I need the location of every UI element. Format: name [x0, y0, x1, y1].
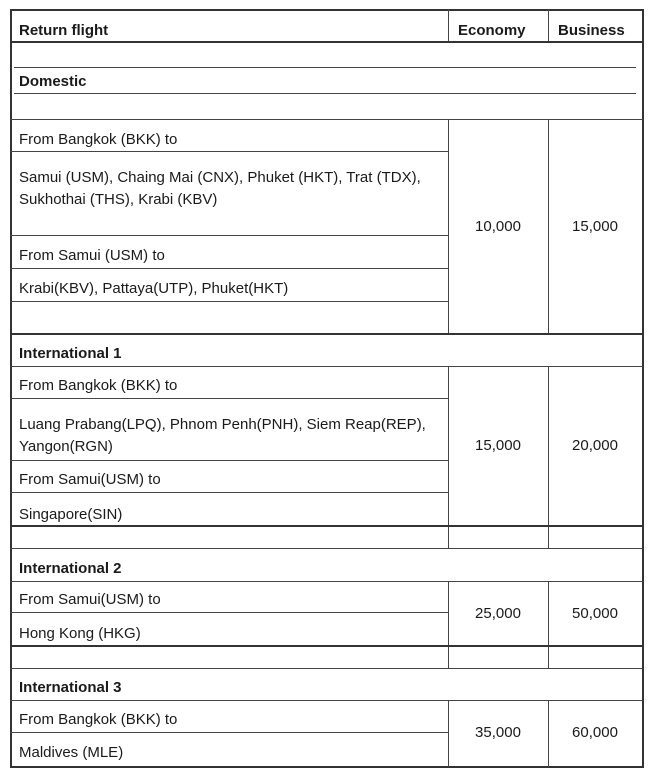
award-chart-table: [10, 9, 644, 768]
international1-route2-to: Singapore(SIN): [19, 506, 123, 523]
international1-title: International 1: [19, 345, 122, 362]
row-divider: [10, 492, 448, 493]
international3-route1-from: From Bangkok (BKK) to: [19, 711, 178, 728]
header-route-label: Return flight: [19, 22, 109, 39]
international2-spacer-bottom: [10, 668, 644, 669]
international1-route1-from: From Bangkok (BKK) to: [19, 377, 178, 394]
international2-title: International 2: [19, 560, 122, 577]
international1-route2-from: From Samui(USM) to: [19, 471, 161, 488]
domestic-title-top-rule: [14, 67, 636, 68]
international1-block-bottom: [10, 525, 644, 527]
international3-business-miles: 60,000: [572, 724, 618, 741]
international3-route1-to: Maldives (MLE): [19, 744, 124, 761]
row-divider: [10, 398, 448, 399]
row-divider: [10, 151, 448, 152]
international2-business-miles: 50,000: [572, 605, 618, 622]
header-bottom-rule: [10, 41, 644, 43]
domestic-economy-miles: 10,000: [475, 218, 521, 235]
international2-route1-from: From Samui(USM) to: [19, 591, 161, 608]
row-divider: [10, 301, 448, 302]
row-divider: [10, 612, 448, 613]
table-border-right: [642, 9, 644, 768]
row-divider: [10, 732, 448, 733]
domestic-block-bottom: [10, 333, 644, 335]
international2-block-bottom: [10, 645, 644, 647]
row-divider: [10, 460, 448, 461]
row-divider: [10, 235, 448, 236]
domestic-route2-to: Krabi(KBV), Pattaya(UTP), Phuket(HKT): [19, 280, 289, 297]
international1-business-miles: 20,000: [572, 437, 618, 454]
table-border-left: [10, 9, 12, 768]
header-divider-2: [548, 9, 549, 42]
domestic-business-miles: 15,000: [572, 218, 618, 235]
international1-col-divider-2: [548, 366, 549, 548]
international1-route1-to: Luang Prabang(LPQ), Phnom Penh(PNH), Siem Reap(REP), Yangon(RGN): [19, 416, 426, 455]
header-economy-label: Economy: [458, 22, 526, 39]
international1-economy-miles: 15,000: [475, 437, 521, 454]
international1-col-divider-1: [448, 366, 449, 548]
international3-economy-miles: 35,000: [475, 724, 521, 741]
domestic-title-bottom-rule: [14, 93, 636, 94]
domestic-route1-from: From Bangkok (BKK) to: [19, 131, 178, 148]
header-business-label: Business: [558, 22, 625, 39]
international2-route1-to: Hong Kong (HKG): [19, 625, 141, 642]
header-divider-1: [448, 9, 449, 42]
international2-economy-miles: 25,000: [475, 605, 521, 622]
domestic-route2-from: From Samui (USM) to: [19, 247, 165, 264]
international1-spacer-bottom: [10, 548, 644, 549]
domestic-route1-to: Samui (USM), Chaing Mai (CNX), Phuket (HKT), Trat (TDX), Sukhothai (THS), Krabi (KBV): [19, 169, 421, 208]
domestic-title: Domestic: [19, 73, 87, 90]
row-divider: [10, 268, 448, 269]
international3-title: International 3: [19, 679, 122, 696]
